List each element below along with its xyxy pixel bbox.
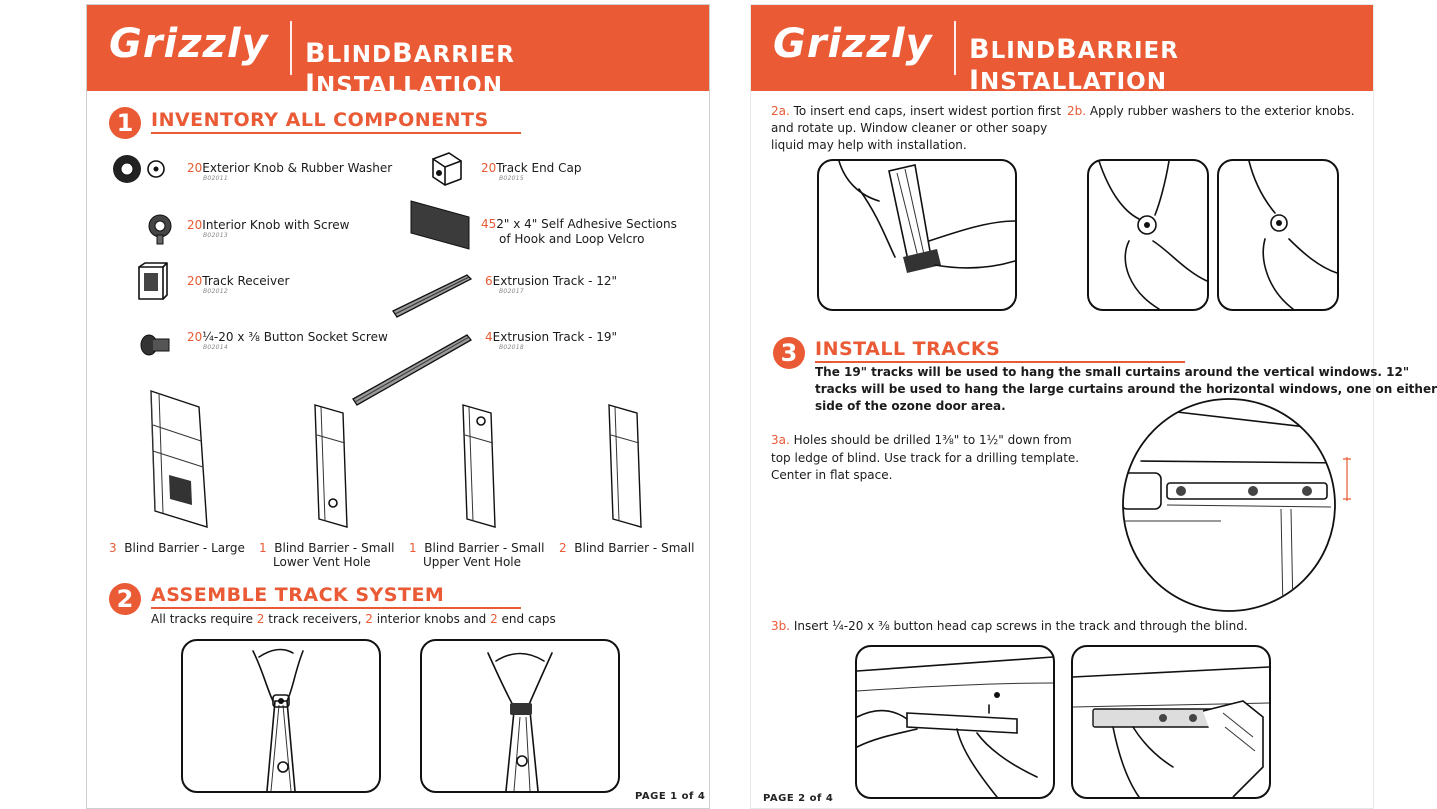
step-3a-text-3: Center in flat space. <box>771 468 893 482</box>
step-3a-text: 3a. Holes should be drilled 1⅜" to 1½" down from <box>771 433 1072 447</box>
part-code: B02017 <box>499 288 525 295</box>
track-19-icon <box>349 331 473 409</box>
section-rule <box>815 361 1185 363</box>
part-code: B02012 <box>203 288 229 295</box>
component-track-receiver: 20Track Receiver <box>187 274 290 288</box>
section-title: INSTALL TRACKS <box>815 338 1001 360</box>
blind-small-lower-label: 1 Blind Barrier - Small <box>259 541 395 555</box>
part-code: B02011 <box>203 175 229 182</box>
component-exterior-knob: 20Exterior Knob & Rubber Washer <box>187 161 393 175</box>
component-track-12: 6Extrusion Track - 12" <box>485 274 618 288</box>
banner-title: BLINDBARRIER INSTALLATION <box>305 38 515 100</box>
grizzly-logo: Grizzly <box>109 21 269 67</box>
manual-page-2 <box>750 4 1437 809</box>
illustration-end-cap <box>817 159 1017 311</box>
banner-title: BLINDBARRIER INSTALLATION <box>969 34 1179 96</box>
section-title: INVENTORY ALL COMPONENTS <box>151 109 489 131</box>
illustration-washer-2 <box>1217 159 1339 311</box>
blind-large-icon <box>149 389 211 529</box>
page-number: PAGE 1 of 4 <box>635 791 706 802</box>
part-code: B02014 <box>203 344 229 351</box>
step-2a-text-2: and rotate up. Window cleaner or other soapy <box>771 121 1048 135</box>
page-banner <box>87 5 709 100</box>
banner-divider <box>954 21 956 75</box>
illustration-assemble-1 <box>181 639 381 793</box>
component-screw: 20¼-20 x ⅜ Button Socket Screw <box>187 330 388 344</box>
step-2b-text: 2b. Apply rubber washers to the exterior knobs. <box>1067 104 1355 118</box>
illustration-assemble-2 <box>420 639 620 793</box>
banner-divider <box>290 21 292 75</box>
illustration-washer-1 <box>1087 159 1209 311</box>
illustration-drill-template <box>1111 401 1351 601</box>
part-code: B02018 <box>499 344 525 351</box>
step-3a-text-2: top ledge of blind. Use track for a drilling template. <box>771 451 1080 465</box>
blind-large-label: 3 Blind Barrier - Large <box>109 541 245 555</box>
track-12-icon <box>389 271 473 321</box>
component-velcro: 452" x 4" Self Adhesive Sections <box>481 217 677 231</box>
track-receiver-icon <box>135 263 169 303</box>
blind-small-upper-label-2: Upper Vent Hole <box>423 555 522 569</box>
interior-knob-icon <box>145 211 179 245</box>
component-interior-knob: 20Interior Knob with Screw <box>187 218 350 232</box>
illustration-insert-screw <box>855 645 1055 799</box>
screw-icon <box>139 327 173 361</box>
part-code: B02015 <box>499 175 525 182</box>
section-3-text-3: side of the ozone door area. <box>815 399 1006 413</box>
step-3b-text: 3b. Insert ¼-20 x ⅜ button head cap screws in the track and through the blind. <box>771 619 1248 633</box>
section-number-badge: 3 <box>773 337 805 369</box>
section-subtitle: All tracks require 2 track receivers, 2 interior knobs and 2 end caps <box>151 612 556 626</box>
component-velcro-line2: of Hook and Loop Velcro <box>499 232 645 246</box>
section-3-text-2: tracks will be used to hang the large curtains around the horizontal windows, one on either <box>815 382 1437 396</box>
blind-small-icon <box>607 403 647 529</box>
blind-small-upper-label: 1 Blind Barrier - Small <box>409 541 545 555</box>
end-cap-icon <box>429 149 465 187</box>
manual-page-1 <box>86 4 710 809</box>
section-number-badge: 2 <box>109 583 141 615</box>
exterior-knob-icon <box>111 151 167 187</box>
section-rule <box>151 607 521 609</box>
section-3-text: The 19" tracks will be used to hang the small curtains around the vertical windows. 12" <box>815 365 1410 379</box>
step-2a-text-3: liquid may help with installation. <box>771 138 967 152</box>
grizzly-logo: Grizzly <box>773 21 933 67</box>
component-track-19: 4Extrusion Track - 19" <box>485 330 618 344</box>
velcro-icon <box>409 195 473 251</box>
section-number-badge: 1 <box>109 107 141 139</box>
blind-small-upper-icon <box>461 403 501 529</box>
page-number: PAGE 2 of 4 <box>763 793 834 804</box>
part-code: B02013 <box>203 232 229 239</box>
component-end-cap: 20Track End Cap <box>481 161 582 175</box>
section-title: ASSEMBLE TRACK SYSTEM <box>151 584 445 606</box>
section-rule <box>151 132 521 134</box>
blind-small-lower-icon <box>313 403 353 529</box>
blind-small-label: 2 Blind Barrier - Small <box>559 541 695 555</box>
page-banner <box>751 5 1373 96</box>
step-2a-text: 2a. To insert end caps, insert widest portion first <box>771 104 1062 118</box>
illustration-drill-screw <box>1071 645 1271 799</box>
blind-small-lower-label-2: Lower Vent Hole <box>273 555 371 569</box>
